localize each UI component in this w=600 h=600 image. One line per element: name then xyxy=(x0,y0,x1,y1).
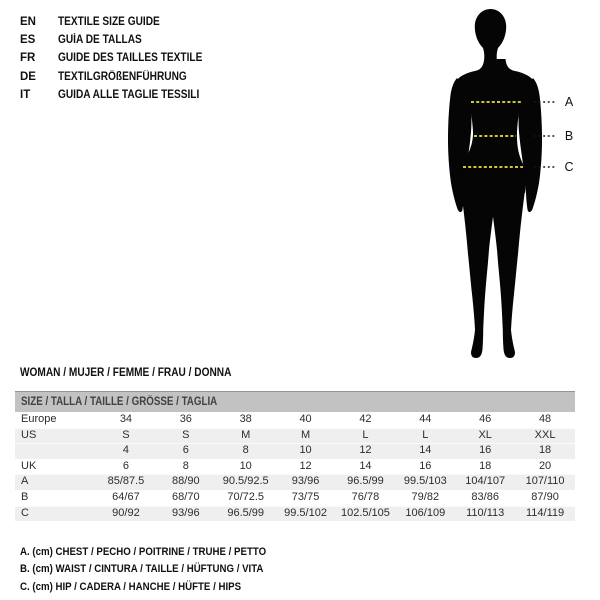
size-value: M xyxy=(241,428,251,441)
size-value: 18 xyxy=(538,444,552,457)
row-label: B xyxy=(21,490,29,503)
legend-text: C. (cm) HIP / CADERA / HANCHE / HÜFTE / HIPS xyxy=(20,580,242,593)
legend-line-hip xyxy=(20,579,300,596)
section-title-text: WOMAN / MUJER / FEMME / FRAU / DONNA xyxy=(20,367,232,379)
size-value: 114/119 xyxy=(525,506,565,519)
size-value: 46 xyxy=(479,413,492,425)
row-label: US xyxy=(21,428,37,441)
lang-code: DE xyxy=(20,70,36,83)
size-value: 90.5/92.5 xyxy=(222,475,269,488)
size-value: 20 xyxy=(538,459,552,472)
size-value: 107/110 xyxy=(525,475,565,488)
size-value: 96.5/99 xyxy=(227,506,265,519)
size-value: 85/87.5 xyxy=(107,475,145,488)
size-value: S xyxy=(122,428,130,441)
lang-row-it xyxy=(20,86,222,104)
measurement-legend xyxy=(20,544,300,596)
measure-label-a: A xyxy=(564,95,574,109)
size-value: 90/92 xyxy=(112,506,140,519)
row-label: C xyxy=(21,506,29,519)
size-value: 79/82 xyxy=(411,490,440,503)
size-value: 99.5/102 xyxy=(284,506,327,519)
language-list xyxy=(20,13,222,104)
size-value: 42 xyxy=(359,413,372,425)
size-value: 87/90 xyxy=(531,490,559,503)
size-value: 6 xyxy=(122,459,129,472)
size-value: 16 xyxy=(419,459,432,472)
size-value: 44 xyxy=(419,413,432,425)
measure-label-b: B xyxy=(564,129,574,143)
size-value: S xyxy=(182,428,190,441)
size-value: 93/96 xyxy=(172,506,200,519)
size-value: 34 xyxy=(119,413,133,425)
size-value: 104/107 xyxy=(465,475,506,488)
size-value: L xyxy=(362,428,369,441)
lang-code: IT xyxy=(20,88,31,101)
legend-line-chest xyxy=(20,544,300,561)
size-value: 16 xyxy=(479,444,492,457)
size-value: 4 xyxy=(122,444,129,457)
size-value: 36 xyxy=(179,413,192,425)
size-value: 8 xyxy=(242,444,249,457)
size-value: XXL xyxy=(534,428,556,441)
size-value: 106/109 xyxy=(405,506,446,519)
size-value: 14 xyxy=(419,444,432,457)
lang-label: GUIDE DES TAILLES TEXTILE xyxy=(58,52,203,65)
lang-row-en xyxy=(20,13,222,31)
size-value: 40 xyxy=(299,413,312,425)
lang-row-es xyxy=(20,31,222,49)
size-table-row xyxy=(15,459,575,475)
size-value: 10 xyxy=(299,444,312,457)
size-table-row xyxy=(15,443,575,459)
size-value: 70/72.5 xyxy=(227,490,265,503)
size-table-row xyxy=(15,490,575,506)
size-table-body xyxy=(15,412,575,521)
row-label: Europe xyxy=(21,413,57,425)
size-value: 6 xyxy=(182,444,189,457)
size-table-row xyxy=(15,412,575,428)
section-title xyxy=(20,367,260,379)
size-value: 76/78 xyxy=(351,490,380,503)
size-value: 48 xyxy=(538,413,552,425)
row-label xyxy=(15,443,96,459)
lang-code: ES xyxy=(20,34,36,47)
size-value: 96.5/99 xyxy=(347,475,384,488)
size-table-row xyxy=(15,474,575,490)
size-value: 14 xyxy=(359,459,372,472)
size-value: 88/90 xyxy=(172,475,200,488)
size-value: 38 xyxy=(239,413,252,425)
size-value: 68/70 xyxy=(172,490,200,503)
lang-code: EN xyxy=(20,16,36,28)
lang-row-fr xyxy=(20,49,222,67)
size-table-header xyxy=(15,391,575,412)
size-value: 102.5/105 xyxy=(340,506,390,519)
size-value: 10 xyxy=(239,459,252,472)
lang-label: TEXTILE SIZE GUIDE xyxy=(58,16,160,28)
size-table-row xyxy=(15,506,575,522)
size-value: 93/96 xyxy=(291,475,320,488)
size-value: M xyxy=(300,428,311,441)
size-value: L xyxy=(422,428,429,441)
size-value: 12 xyxy=(299,459,312,472)
size-value: 64/67 xyxy=(112,490,140,503)
lang-row-de xyxy=(20,68,222,86)
lang-label: GUÍA DE TALLAS xyxy=(58,34,142,47)
size-value: 18 xyxy=(479,459,492,472)
lang-code: FR xyxy=(20,52,36,65)
size-table-row xyxy=(15,428,575,444)
size-value: 73/75 xyxy=(291,490,320,503)
size-table xyxy=(15,391,575,521)
size-value: 12 xyxy=(359,444,372,457)
measure-label-c: C xyxy=(564,160,574,174)
legend-text: A. (cm) CHEST / PECHO / POITRINE / TRUHE / PETTO xyxy=(20,546,267,558)
size-value: 83/86 xyxy=(471,490,499,503)
row-label: UK xyxy=(21,459,37,472)
legend-text: B. (cm) WAIST / CINTURA / TAILLE / HÜFTUNG / VITA xyxy=(20,563,264,576)
size-value: 110/113 xyxy=(466,506,505,519)
size-value: 8 xyxy=(182,459,189,472)
woman-silhouette xyxy=(430,0,600,370)
lang-label: GUIDA ALLE TAGLIE TESSILI xyxy=(58,88,200,101)
row-label: A xyxy=(21,475,29,488)
size-value: XL xyxy=(478,428,492,441)
legend-line-waist xyxy=(20,561,300,578)
size-value: 99.5/103 xyxy=(403,475,447,488)
size-table-header-text: SIZE / TALLA / TAILLE / GRÖSSE / TAGLIA xyxy=(21,396,218,408)
lang-label: TEXTILGRÖßENFÜHRUNG xyxy=(58,70,187,83)
